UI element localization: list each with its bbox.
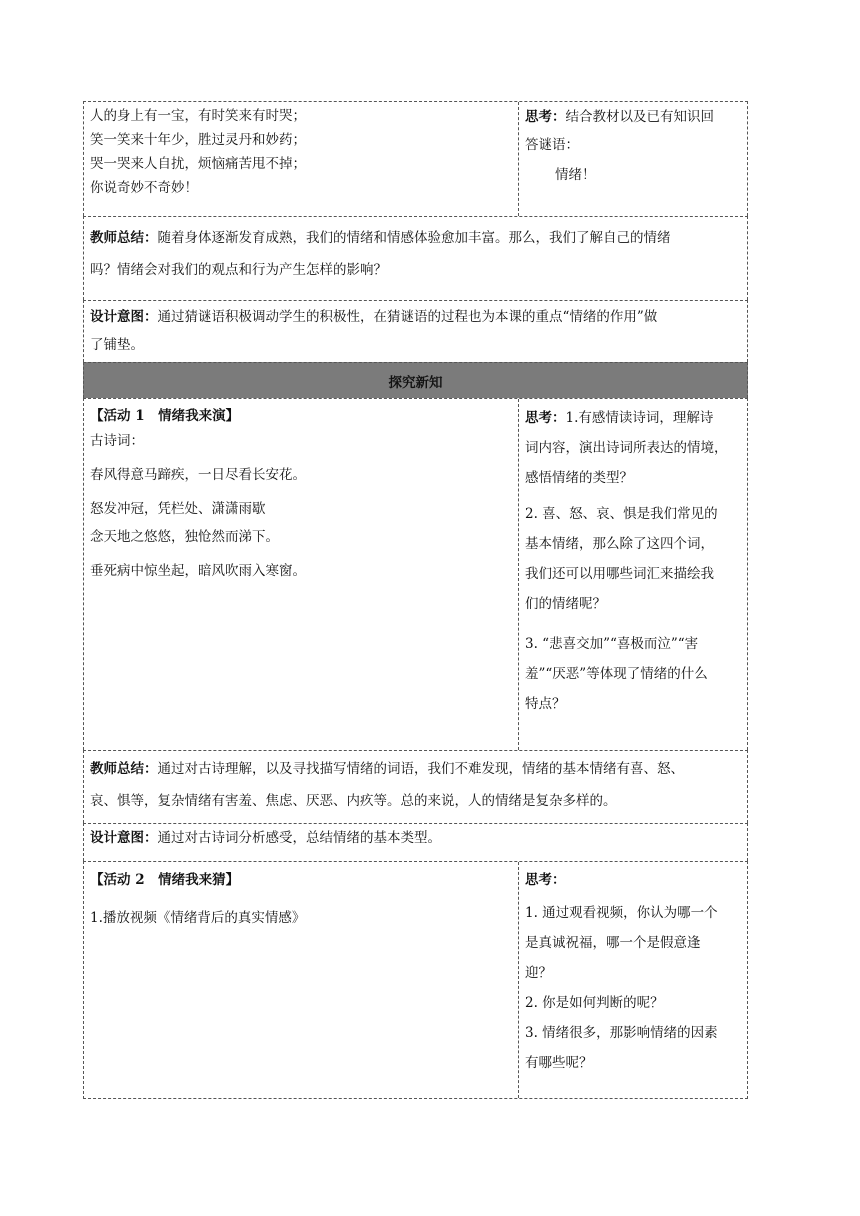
summary-text: 通过对古诗理解，以及寻找描写情绪的词语，我们不难发现，情绪的基本情绪有喜、怒、 — [157, 761, 684, 777]
intent-label: 设计意图： — [90, 309, 158, 325]
activity-1-row — [83, 398, 748, 750]
lesson-plan-table — [83, 101, 748, 1099]
teacher-summary-cell — [84, 751, 747, 823]
teacher-summary-row — [83, 750, 748, 823]
design-intent-row — [83, 300, 748, 362]
think-label: 思考： — [525, 109, 566, 125]
poem-line: 春风得意马蹄疾，一日尽看长安花。 — [90, 467, 306, 483]
think-question: 特点？ — [525, 696, 566, 712]
intent-text: 通过猜谜语积极调动学生的积极性，在猜谜语的过程也为本课的重点“情绪的作用”做 — [157, 309, 658, 325]
think-question: 是真诚祝福，哪一个是假意逢 — [525, 935, 701, 951]
intent-text: 了铺垫。 — [90, 337, 144, 353]
activity-2-row — [83, 861, 748, 1099]
think-question: 1. 通过观看视频，你认为哪一个 — [525, 905, 718, 921]
poem-subtitle: 古诗词： — [90, 433, 144, 449]
riddle-line: 人的身上有一宝，有时笑来有时哭； — [90, 108, 306, 124]
think-question: 感悟情绪的类型？ — [525, 470, 633, 486]
design-intent-cell — [84, 824, 747, 861]
riddle-answer: 情绪！ — [555, 167, 596, 183]
think-question: 羞”“厌恶”等体现了情绪的什么 — [525, 666, 708, 682]
think-question: 3. “悲喜交加”“喜极而泣”“害 — [525, 636, 699, 652]
section-title: 探究新知 — [388, 374, 443, 391]
riddle-line: 你说奇妙不奇妙！ — [90, 180, 198, 196]
summary-text: 哀、惧等，复杂情绪有害羞、焦虑、厌恶、内疚等。总的来说，人的情绪是复杂多样的。 — [90, 793, 617, 809]
teacher-summary-cell — [84, 217, 747, 300]
design-intent-row — [83, 823, 748, 861]
riddle-row — [83, 101, 748, 216]
riddle-think-cell — [519, 102, 747, 216]
think-label: 思考： — [525, 410, 566, 426]
think-question: 2. 喜、怒、哀、惧是我们常见的 — [525, 506, 718, 522]
think-question: 2. 你是如何判断的呢？ — [525, 995, 664, 1011]
think-text: 结合教材以及已有知识回 — [565, 109, 714, 125]
riddle-cell — [84, 102, 519, 216]
think-question: 迎？ — [525, 965, 552, 981]
think-question: 3. 情绪很多，那影响情绪的因素 — [525, 1025, 718, 1041]
activity-1-think-cell — [519, 399, 747, 750]
think-question: 词内容，演出诗词所表达的情境， — [525, 440, 728, 456]
think-question: 有哪些呢？ — [525, 1055, 593, 1071]
teacher-summary-row — [83, 216, 748, 300]
section-header-row — [83, 362, 748, 398]
activity-title: 【活动 1 情绪我来演】 — [90, 408, 240, 424]
think-text: 答谜语： — [525, 137, 579, 153]
riddle-line: 笑一笑来十年少，胜过灵丹和妙药； — [90, 132, 306, 148]
poem-line: 垂死病中惊坐起，暗风吹雨入寒窗。 — [90, 563, 306, 579]
think-question: 我们还可以用哪些词汇来描绘我 — [525, 566, 714, 582]
activity-item: 1.播放视频《情绪背后的真实情感》 — [90, 910, 306, 926]
activity-2-cell — [84, 862, 519, 1098]
design-intent-cell — [84, 301, 747, 362]
activity-1-cell — [84, 399, 519, 750]
poem-line: 念天地之悠悠，独怆然而涕下。 — [90, 529, 279, 545]
intent-text: 通过对古诗词分析感受，总结情绪的基本类型。 — [157, 830, 441, 846]
riddle-line: 哭一哭来人自扰，烦恼痛苦甩不掉； — [90, 156, 306, 172]
summary-label: 教师总结： — [90, 230, 158, 246]
intent-label: 设计意图： — [90, 830, 158, 846]
activity-2-think-cell — [519, 862, 747, 1098]
summary-label: 教师总结： — [90, 761, 158, 777]
summary-text: 吗？情绪会对我们的观点和行为产生怎样的影响？ — [90, 262, 387, 278]
activity-title: 【活动 2 情绪我来猜】 — [90, 872, 240, 888]
summary-text: 随着身体逐渐发育成熟，我们的情绪和情感体验愈加丰富。那么，我们了解自己的情绪 — [157, 230, 671, 246]
think-question: 1.有感情读诗词，理解诗 — [565, 410, 714, 426]
think-question: 们的情绪呢？ — [525, 596, 606, 612]
poem-line: 怒发冲冠，凭栏处、潇潇雨歇 — [90, 501, 266, 517]
think-question: 基本情绪，那么除了这四个词， — [525, 536, 714, 552]
think-label: 思考： — [525, 872, 566, 888]
